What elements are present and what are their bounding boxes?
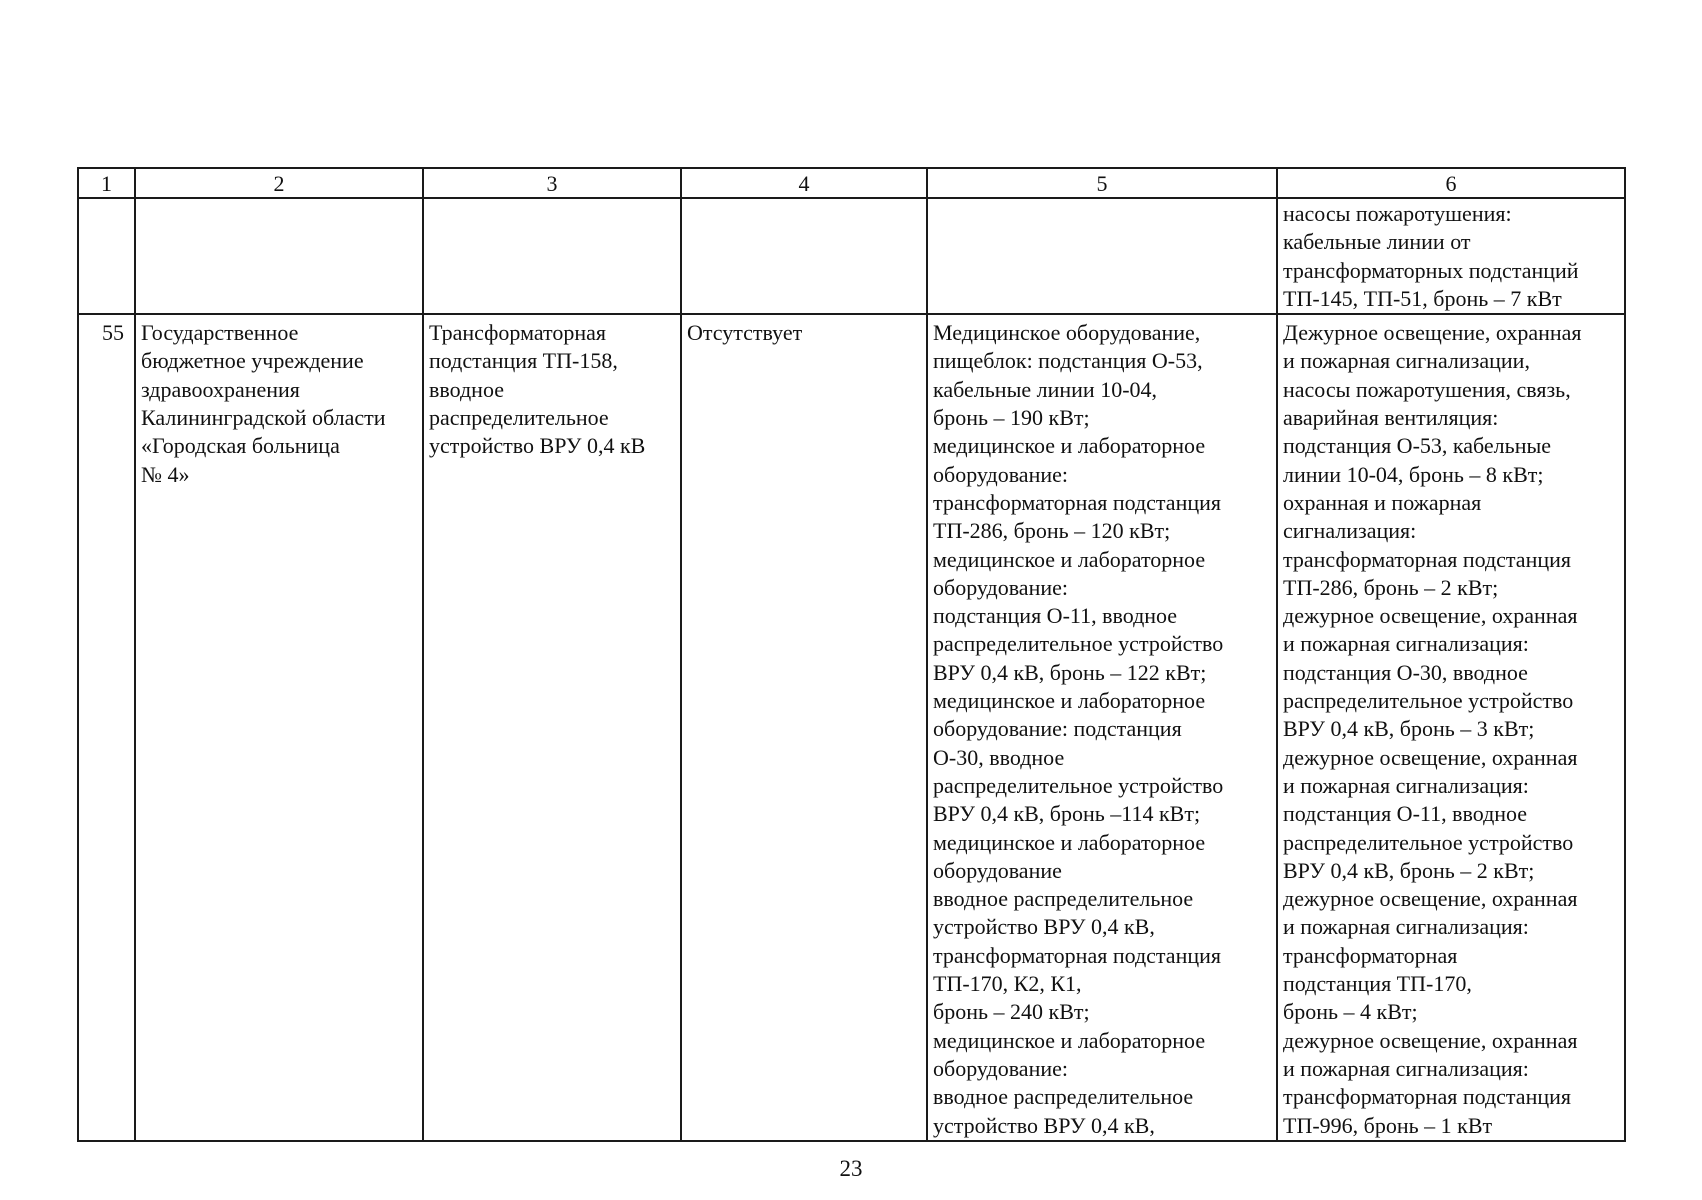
continuation-cell-4 [681,198,927,314]
continuation-cell-1 [78,198,135,314]
column-number-2: 2 [135,168,423,198]
power-source: Трансформаторная подстанция ТП-158, вводное распределительное устройство ВРУ 0,4 кВ [423,314,681,1141]
column-number-1: 1 [78,168,135,198]
backup-source: Отсутствует [681,314,927,1141]
continuation-cell-2 [135,198,423,314]
continuation-cell-5 [927,198,1277,314]
entry-number: 55 [78,314,135,1141]
column-number-3: 3 [423,168,681,198]
page-number: 23 [839,1156,863,1181]
column-number-row [78,168,1625,198]
emergency-reserve: Дежурное освещение, охранная и пожарная сигнализации, насосы пожаротушения, связь, аварийная вентиляция: подстанция О-53, кабельные линии 10-04, бронь – 8 кВт; охранная и пожарная сигнализация: трансформаторная подстанция ТП-286, бронь – 2 кВт; дежурное освещение, охранная и пожарная сигнализация: подстанция О-30, вводное распределительное устройство ВРУ 0,4 кВ, бронь – 3 кВт; дежурное освещение, охранная и пожарная сигнализация: подстанция О-11, вводное распределительное устройство ВРУ 0,4 кВ, бронь – 2 кВт; дежурное освещение, охранная и пожарная сигнализация: трансформаторная подстанция ТП-170, бронь – 4 кВт; дежурное освещение, охранная и пожарная сигнализация: трансформаторная подстанция ТП-996, бронь – 1 кВт [1277,314,1625,1141]
column-number-6: 6 [1277,168,1625,198]
continuation-cell-3 [423,198,681,314]
organization-name: Государственное бюджетное учреждение здравоохранения Калининградской области «Городская больница № 4» [135,314,423,1141]
column-number-5: 5 [927,168,1277,198]
technological-reserve: Медицинское оборудование, пищеблок: подстанция О-53, кабельные линии 10-04, бронь – 190 кВт; медицинское и лабораторное оборудование: трансформаторная подстанция ТП-286, бронь – 120 кВт; медицинское и лабораторное оборудование: подстанция О-11, вводное распределительное устройство ВРУ 0,4 кВ, бронь – 122 кВт; медицинское и лабораторное оборудование: подстанция О-30, вводное распределительное устройство ВРУ 0,4 кВ, бронь –114 кВт; медицинское и лабораторное оборудование вводное распределительное устройство ВРУ 0,4 кВ, трансформаторная подстанция ТП-170, К2, К1, бронь – 240 кВт; медицинское и лабораторное оборудование: вводное распределительное устройство ВРУ 0,4 кВ, [927,314,1277,1141]
entry-row-55 [78,314,1625,1141]
continuation-cell-6: насосы пожаротушения: кабельные линии от трансформаторных подстанций ТП-145, ТП-51, бронь – 7 кВт [1277,198,1625,314]
document-table [77,167,1626,1142]
continuation-row [78,198,1625,314]
column-number-4: 4 [681,168,927,198]
